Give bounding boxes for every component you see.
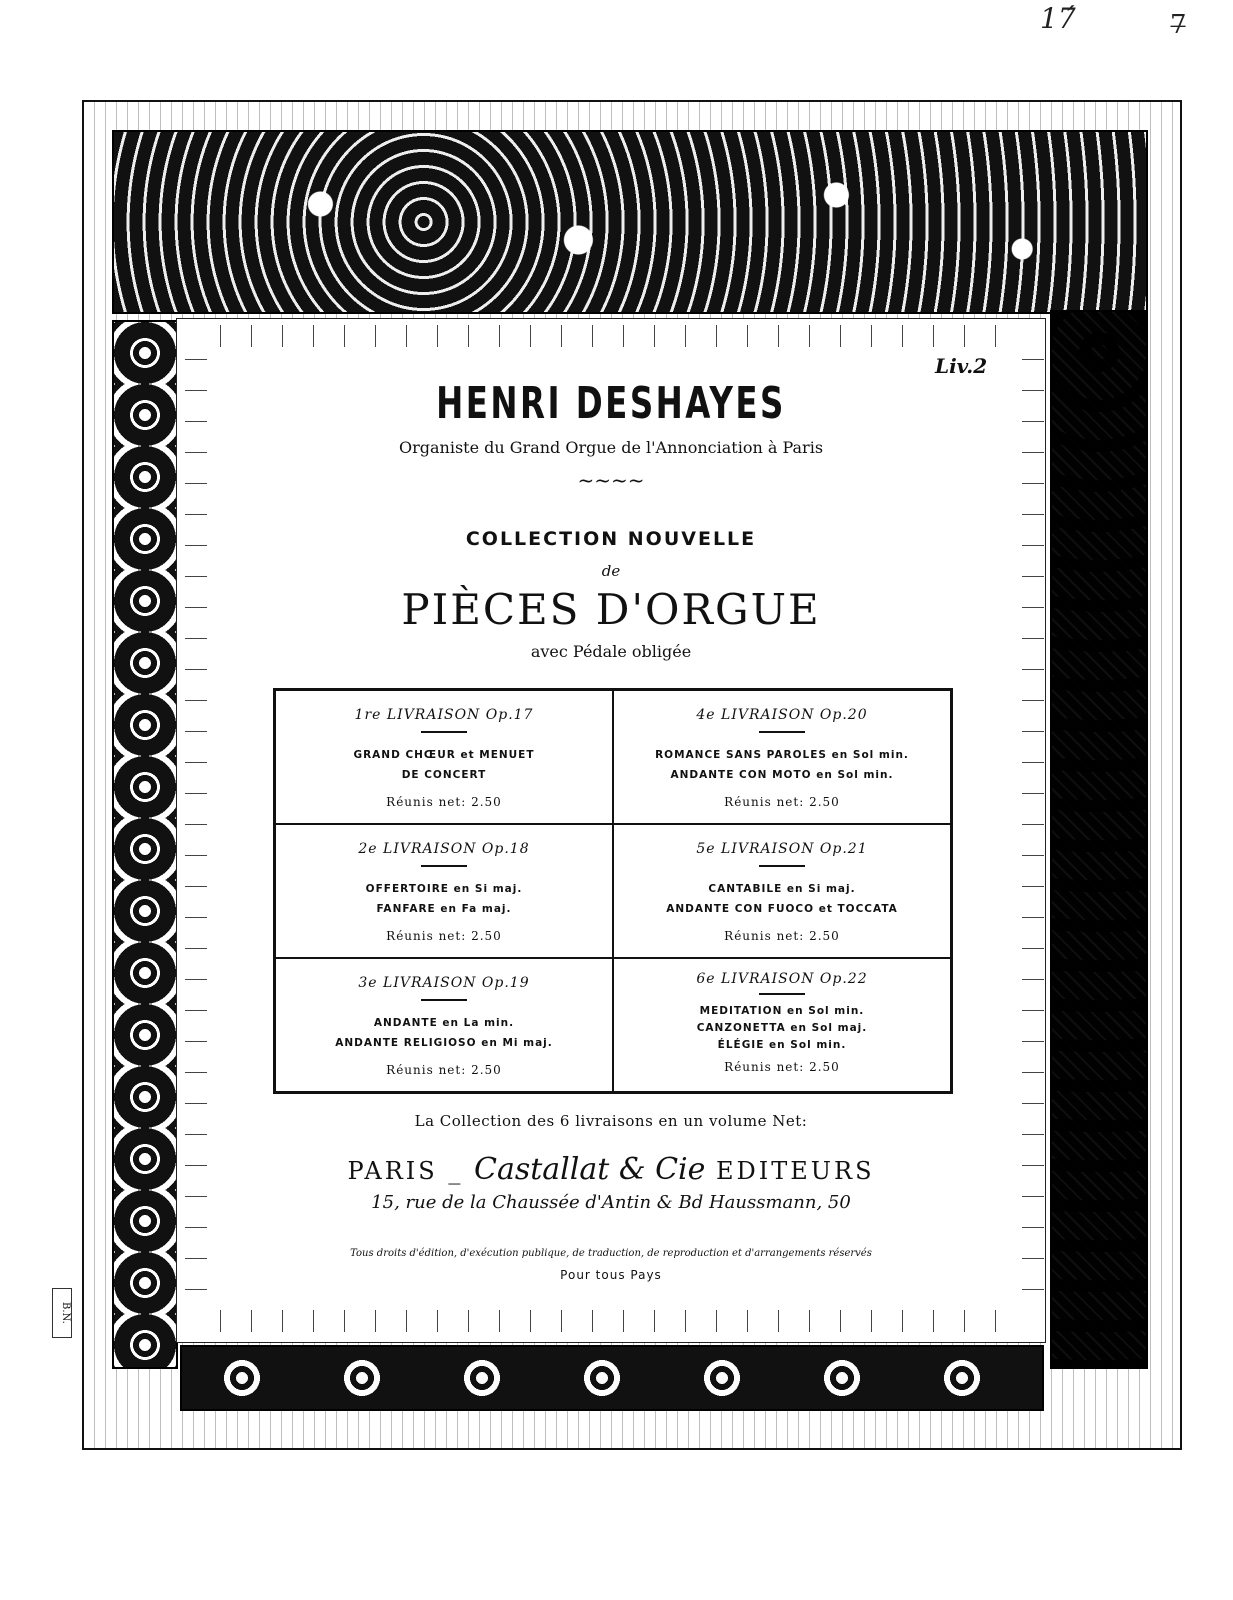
collection-price-line: La Collection des 6 livraisons en un volume Net: (414, 1112, 808, 1130)
piece-title: ANDANTE RELIGIOSO en Mi maj. (335, 1037, 553, 1049)
livraisons-table (273, 688, 953, 1094)
piece-title: FANFARE en Fa maj. (376, 903, 512, 915)
publisher-line (176, 1152, 1046, 1187)
piece-title: ROMANCE SANS PAROLES en Sol min. (655, 749, 909, 761)
flower-band-bottom (180, 1345, 1044, 1411)
divider (421, 999, 467, 1001)
rights-territory: Pour tous Pays (560, 1268, 662, 1282)
ornament-border-top (200, 325, 1020, 347)
flourish-divider: ~~~~ (577, 468, 645, 492)
main-title: PIÈCES D'ORGUE (401, 585, 821, 634)
publisher-address: 15, rue de la Chaussée d'Antin & Bd Haussmann, 50 (371, 1192, 851, 1213)
price: Réunis net: 2.50 (386, 1063, 502, 1077)
volume-label: Liv.2 (935, 354, 988, 378)
library-stamp: B.N. (52, 1288, 72, 1338)
livraison-heading: 2e LIVRAISON Op.18 (358, 841, 530, 857)
publisher-name: Castallat & Cie (474, 1152, 706, 1187)
divider (759, 865, 805, 867)
publisher-city: PARIS _ (347, 1157, 464, 1185)
divider (421, 731, 467, 733)
piece-title: ANDANTE CON MOTO en Sol min. (670, 769, 894, 781)
collection-heading: COLLECTION NOUVELLE (465, 528, 757, 550)
rights-notice: Tous droits d'édition, d'exécution publique, de traduction, de reproduction et d'arrangements réservés (350, 1248, 872, 1259)
price: Réunis net: 2.50 (724, 795, 840, 809)
publisher-role: EDITEURS (716, 1157, 875, 1185)
piece-title: GRAND CHŒUR et MENUET (353, 749, 535, 761)
divider (759, 731, 805, 733)
livraison-heading: 1re LIVRAISON Op.17 (354, 707, 534, 723)
composer-title: Organiste du Grand Orgue de l'Annonciation à Paris (398, 438, 824, 457)
price: Réunis net: 2.50 (724, 1060, 840, 1074)
livraison-cell-2 (275, 824, 613, 958)
ornament-border-bottom (200, 1310, 1020, 1332)
piece-title: DE CONCERT (401, 769, 487, 781)
piece-title: CANZONETTA en Sol maj. (696, 1022, 868, 1034)
composer-name: HENRI DESHAYES (436, 378, 786, 429)
foliage-band-top (112, 130, 1148, 314)
piece-title: CANTABILE en Si maj. (708, 883, 856, 895)
livraison-cell-1 (275, 690, 613, 824)
main-subtitle: avec Pédale obligée (530, 642, 692, 661)
livraison-cell-3 (275, 958, 613, 1092)
livraison-heading: 3e LIVRAISON Op.19 (358, 975, 530, 991)
livraison-heading: 4e LIVRAISON Op.20 (696, 707, 868, 723)
foliage-band-right (1050, 310, 1148, 1369)
livraison-heading: 6e LIVRAISON Op.22 (696, 971, 868, 987)
handwritten-note-2: 7̶ (1170, 10, 1187, 40)
spiral-band-left (112, 320, 178, 1369)
piece-title: ÉLÉGIE en Sol min. (717, 1039, 847, 1051)
livraison-cell-5 (613, 824, 951, 958)
divider (421, 865, 467, 867)
piece-title: MEDITATION en Sol min. (699, 1005, 865, 1017)
connector-word: de (601, 562, 621, 580)
price: Réunis net: 2.50 (386, 929, 502, 943)
handwritten-note: 17́ (1040, 2, 1076, 35)
divider (759, 993, 805, 995)
piece-title: ANDANTE CON FUOCO et TOCCATA (666, 903, 898, 915)
livraison-cell-4 (613, 690, 951, 824)
livraison-cell-6 (613, 958, 951, 1092)
price: Réunis net: 2.50 (386, 795, 502, 809)
piece-title: ANDANTE en La min. (373, 1017, 515, 1029)
price: Réunis net: 2.50 (724, 929, 840, 943)
livraison-heading: 5e LIVRAISON Op.21 (696, 841, 868, 857)
piece-title: OFFERTOIRE en Si maj. (365, 883, 523, 895)
